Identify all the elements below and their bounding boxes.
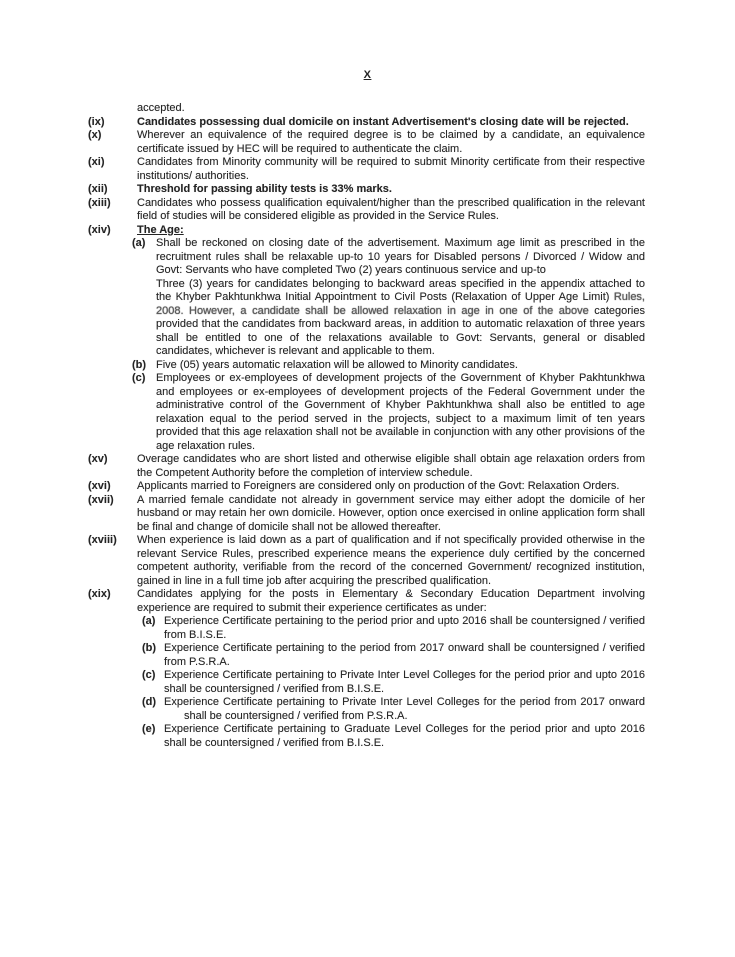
age-section-heading: The Age: [137,223,184,236]
subitem-text: Experience Certificate pertaining to the period from 2017 onward shall be countersigned / verified from P.S.R.A. [164,642,645,668]
subitem-text: Experience Certificate pertaining to Private Inter Level Colleges for the period prior and upto 2016 shall be countersigned / verified from B.I.S.E. [164,669,645,695]
subitem-xiv-a [132,237,645,359]
subitem-text: Five (05) years automatic relaxation will be allowed to Minority candidates. [156,358,518,371]
subitem-label: (b) [142,642,157,654]
item-text: Candidates who possess qualification equivalent/higher than the prescribed qualification in the relevant field of studies will be considered eligible as provided in the Service Rules. [137,196,645,222]
subitem-text: Employees or ex-employees of development projects of the Government of Khyber Pakhtunkhwa and employees or ex-employees of development projects of the Federal Government under the administrative control of the Government of Khyber Pakhtunkhwa shall also be entitled to age relaxation equal to the period served in the projects, subject to a maximum limit of ten years provided that this age relaxation shall not be available in conjunction with any other provisions of the age relaxation rules. [156,372,645,452]
subitem-xix-c [142,669,645,696]
item-number: (xiv) [88,223,111,236]
item-text: Candidates possessing dual domicile on instant Advertisement's closing date will be rejected. [137,115,629,128]
item-text: accepted. [137,102,185,114]
subitem-text-part3: categories provided that the candidates from backward areas, in addition to automatic relaxation of three years shall be entitled to one of the relaxations available to Govt: Servants, general or disabled candidates, whichever is relevant and applicable to them. [156,304,645,357]
item-number: (xviii) [88,534,117,546]
item-text: Overage candidates who are short listed and otherwise eligible shall obtain age relaxation orders from the Competent Authority before the completion of interview schedule. [137,453,645,479]
subitem-xix-d [142,696,645,723]
list-item-xviii [88,534,645,588]
list-item-xv [88,453,645,480]
subitem-text: Experience Certificate pertaining to Graduate Level Colleges for the period prior and upto 2016 shall be countersigned / verified from B.I.S.E. [164,723,645,749]
item-number: (xi) [88,156,105,168]
item-number: (xiii) [88,196,111,209]
item-number: (xv) [88,453,108,465]
subitem-xix-e [142,723,645,750]
list-item-ix [88,116,645,130]
subitem-label: (c) [132,372,146,384]
item-text: A married female candidate not already in government service may either adopt the domicile of her husband or may retain her own domicile. However, option once exercised in online application form shall be final and change of domicile shall not be allowed thereafter. [137,493,645,533]
item-number: (xii) [88,183,108,195]
list-item-xii [88,183,645,197]
list-item-xix [88,588,645,750]
item-number: (ix) [88,115,105,128]
subitem-text [156,237,645,359]
subitem-label: (c) [142,669,156,681]
subitem-text-part2: Three (3) years for candidates belonging to backward areas specified in the appendix attached to the Khyber Pakhtunkhwa Initial Appointment to Civil Posts (Relaxation of Upper Age Limit) [156,277,645,303]
item-text: Candidates applying for the posts in Elementary & Secondary Education Department involving experience are required to submit their experience certificates as under: [137,588,645,614]
subitem-text: Experience Certificate pertaining to Private Inter Level Colleges for the period from 2017 onward shall be countersigned / verified from P.S.R.A. [164,696,645,722]
subitem-text-faded-line: Rules, 2008. However, a candidate shall be allowed relaxation in age in one of the above [156,291,645,317]
item-body [132,223,645,454]
list-item-xi [88,156,645,183]
subitem-xix-a [142,615,645,642]
subitem-text-part1: Shall be reckoned on closing date of the advertisement. Maximum age limit as prescribed in the recruitment rules shall be relaxable up-to 10 years for Disabled persons / Divorced / Widow and Govt: Servants who have completed Two (2) years continuous service and up-to [156,237,645,276]
subitem-label: (d) [142,696,157,708]
subitem-label: (a) [142,615,156,627]
subitem-xiv-c [132,372,645,453]
subitem-xix-b [142,642,645,669]
list-item-x [88,129,645,156]
item-number: (x) [88,129,102,141]
subitem-label: (a) [132,237,146,249]
rules-list [88,102,645,750]
item-text: When experience is laid down as a part of qualification and if not specifically provided otherwise in the relevant Service Rules, prescribed experience means the experience duly certified by the concerned competent authority, verifiable from the record of the concerned Government/ recognized institution, gained in line in a full time job after acquiring the prescribed qualification. [137,534,645,587]
list-item-xiv [88,224,645,454]
list-item-xvii [88,494,645,535]
list-item-xvi [88,480,645,494]
subitem-xiv-b [132,359,645,373]
item-text: Wherever an equivalence of the required degree is to be claimed by a candidate, an equivalence certificate issued by HEC will be required to authenticate the claim. [137,129,645,155]
item-body [137,588,645,750]
subitem-label: (b) [132,358,147,371]
item-number: (xix) [88,588,111,600]
item-number: (xvii) [88,493,114,506]
item-text: Applicants married to Foreigners are considered only on production of the Govt: Relaxation Orders. [137,480,620,492]
list-item-xiii [88,197,645,224]
subitem-label: (e) [142,723,156,735]
item-number: (xvi) [88,480,111,492]
item-text: Threshold for passing ability tests is 33% marks. [137,183,392,195]
page-number-marker: X [363,69,372,81]
subitem-text: Experience Certificate pertaining to the period prior and upto 2016 shall be countersigned / verified from B.I.S.E. [164,615,645,641]
item-text: Candidates from Minority community will be required to submit Minority certificate from their respective institutions/ authorities. [137,156,645,182]
list-item-continuation [88,102,645,116]
